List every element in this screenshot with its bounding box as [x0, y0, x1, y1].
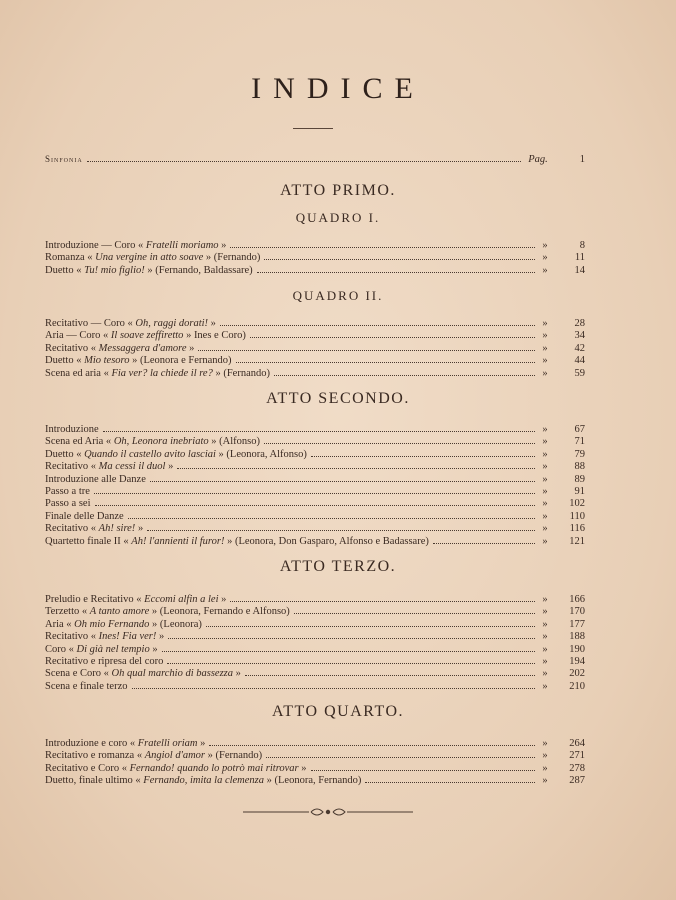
- entry-incipit: Fia ver? la chiede il re?: [111, 367, 213, 379]
- leader-dots: [167, 654, 535, 664]
- page-number: 11: [574, 252, 585, 264]
- leader-dots: [266, 748, 535, 758]
- entry-incipit: Di già nel tempio: [76, 643, 150, 655]
- leader-dots: [294, 604, 535, 614]
- ditto-mark: »: [542, 473, 548, 485]
- page-number: 91: [574, 486, 585, 497]
- entry-title-suffix: » (Leonora, Alfonso): [215, 448, 307, 460]
- page-ref-label: Pag.: [528, 154, 548, 165]
- ditto-mark: »: [542, 498, 548, 510]
- page-number: 190: [569, 643, 585, 655]
- entry-title-prefix: Romanza «: [45, 252, 96, 264]
- entry-incipit: Fernando, imita la clemenza: [143, 775, 265, 787]
- page-number: 188: [569, 631, 585, 643]
- page-number: 210: [569, 680, 585, 692]
- leader-dots: [230, 592, 535, 602]
- leader-dots: [150, 472, 535, 482]
- entry-title-prefix: Duetto «: [45, 264, 85, 276]
- entry-title-suffix: »: [218, 240, 227, 251]
- ditto-mark: »: [542, 656, 548, 667]
- ditto-mark: »: [542, 618, 548, 630]
- entry-incipit: Fratelli moriamo: [145, 240, 219, 251]
- entry-title-suffix: »: [218, 594, 227, 605]
- entry-title-prefix: Recitativo «: [45, 523, 99, 535]
- leader-dots: [147, 521, 535, 531]
- leader-dots: [274, 366, 535, 376]
- entry-title-prefix: Scena ed aria «: [45, 367, 112, 379]
- entry-title-suffix: »: [298, 762, 307, 774]
- entry-title-suffix: » (Fernando): [205, 750, 263, 762]
- entry-title-suffix: » (Leonora): [149, 618, 202, 630]
- entry-title-prefix: Scena e Coro «: [45, 668, 112, 680]
- ditto-mark: »: [542, 594, 548, 605]
- quadro-title: QUADRO I.: [295, 210, 381, 225]
- entry-incipit: Tu! mio figlio!: [84, 264, 145, 276]
- ditto-mark: »: [542, 510, 548, 522]
- leader-dots: [236, 353, 535, 363]
- ditto-mark: »: [542, 643, 548, 655]
- entry-title-prefix: Preludio e Recitativo «: [45, 594, 145, 605]
- quadro-title: QUADRO II.: [292, 288, 384, 303]
- ditto-mark: »: [542, 535, 548, 547]
- entry-incipit: Fernando! quando lo potrò mai ritrovar: [129, 762, 299, 774]
- leader-dots: [209, 736, 535, 746]
- entry-incipit: Mio tesoro: [84, 355, 130, 367]
- entry-title: [45, 535, 429, 549]
- entry-title-prefix: Introduzione — Coro «: [45, 240, 146, 251]
- entry-title-prefix: Duetto «: [45, 355, 85, 367]
- leader-dots: [206, 617, 535, 627]
- entry-title-suffix: »: [197, 738, 206, 749]
- page-number: 34: [574, 330, 585, 342]
- leader-dots: [132, 679, 536, 689]
- page-number: 8: [579, 240, 585, 251]
- ditto-mark: »: [542, 775, 548, 787]
- ditto-mark: »: [542, 355, 548, 367]
- entry-title-prefix: Terzetto «: [45, 606, 90, 618]
- entry-title-suffix: » Ines e Coro): [183, 330, 246, 342]
- ditto-mark: »: [542, 448, 548, 460]
- act-title: ATTO PRIMO.: [280, 182, 396, 199]
- page-number: 116: [569, 523, 585, 535]
- leader-dots: [245, 666, 535, 676]
- ditto-mark: »: [542, 318, 548, 329]
- entry-title-prefix: Scena ed Aria «: [45, 436, 114, 448]
- entry-title-prefix: Duetto, finale ultimo «: [45, 775, 144, 787]
- index-entry: [45, 263, 585, 277]
- ditto-mark: »: [542, 523, 548, 535]
- entry-title-prefix: Aria «: [45, 618, 75, 630]
- act-title: ATTO TERZO.: [279, 558, 397, 575]
- entry-title-suffix: » (Fernando): [212, 367, 270, 379]
- page-number: 166: [569, 594, 585, 605]
- page-number: 71: [574, 436, 585, 448]
- entry-incipit: Ma cessi il duol: [98, 461, 166, 473]
- entry-title-suffix: »: [165, 461, 174, 473]
- leader-dots: [168, 629, 535, 639]
- entry-incipit: Oh mio Fernando: [74, 618, 150, 630]
- ornament-rule: [243, 806, 413, 818]
- ditto-mark: »: [542, 252, 548, 264]
- leader-dots: [220, 316, 535, 326]
- entry-title: [45, 264, 253, 278]
- ditto-mark: »: [542, 367, 548, 379]
- page-number: 177: [569, 618, 585, 630]
- page-number: 110: [569, 510, 585, 522]
- ditto-mark: »: [542, 762, 548, 774]
- entry-incipit: Quando il castello avito lasciai: [84, 448, 216, 460]
- leader-dots: [365, 773, 535, 783]
- entry-incipit: Angiol d'amor: [144, 750, 206, 762]
- entry-title-prefix: Quartetto finale II «: [45, 535, 132, 547]
- page-number: 287: [569, 775, 585, 787]
- entry-title-prefix: Recitativo — Coro «: [45, 318, 136, 329]
- page-number: 14: [574, 264, 585, 276]
- entry-title-prefix: Recitativo e ripresa del coro: [45, 656, 164, 667]
- entry-incipit: Oh, Leonora inebriato: [113, 436, 209, 448]
- page-number: 271: [569, 750, 585, 762]
- entry-title-suffix: »: [135, 523, 144, 535]
- leader-dots: [264, 250, 535, 260]
- entry-incipit: A tanto amore: [89, 606, 150, 618]
- ditto-mark: »: [542, 606, 548, 618]
- leader-dots: [94, 484, 535, 494]
- leader-dots: [250, 328, 535, 338]
- entry-incipit: Ah! sire!: [98, 523, 136, 535]
- page-number: 1: [579, 154, 585, 165]
- page-number: 89: [574, 473, 585, 485]
- entry-incipit: Ah! l'annienti il furor!: [131, 535, 225, 547]
- entry-title-prefix: Finale delle Danze: [45, 510, 124, 522]
- entry-title-suffix: » (Leonora, Don Gasparo, Alfonso e Badassare): [224, 535, 429, 547]
- title-rule: [293, 128, 333, 129]
- entry-incipit: Oh, raggi dorati!: [135, 318, 209, 329]
- page-number: 170: [569, 606, 585, 618]
- entry-incipit: Ines! Fia ver!: [98, 631, 157, 643]
- page-number: 44: [574, 355, 585, 367]
- entry-incipit: Oh qual marchio di bassezza: [111, 668, 234, 680]
- ditto-mark: »: [542, 436, 548, 448]
- entry-incipit: Il soave zeffiretto: [110, 330, 184, 342]
- entry-incipit: Fratelli oriam: [137, 738, 198, 749]
- entry-title-prefix: Recitativo e Coro «: [45, 762, 130, 774]
- ditto-mark: »: [542, 240, 548, 251]
- entry-title-suffix: »: [156, 631, 165, 643]
- entry-title-prefix: Scena e finale terzo: [45, 680, 128, 692]
- entry-title-prefix: Duetto «: [45, 448, 85, 460]
- page-number: 202: [569, 668, 585, 680]
- ditto-mark: »: [542, 330, 548, 342]
- index-entry: [45, 679, 585, 693]
- page-number: 278: [569, 762, 585, 774]
- ditto-mark: »: [542, 680, 548, 692]
- entry-title: [45, 774, 361, 788]
- entry-title: [45, 680, 128, 694]
- entry-incipit: Eccomi alfin a lei: [144, 594, 219, 605]
- ditto-mark: »: [542, 461, 548, 473]
- leader-dots: [87, 152, 521, 162]
- ditto-mark: »: [542, 486, 548, 497]
- act-title: ATTO QUARTO.: [271, 703, 404, 720]
- ditto-mark: »: [542, 738, 548, 749]
- leader-dots: [264, 434, 535, 444]
- entry-title-suffix: » (Leonora, Fernando): [264, 775, 362, 787]
- entry-incipit: Messaggera d'amore: [98, 342, 187, 354]
- page-number: 121: [569, 535, 585, 547]
- entry-title-prefix: Introduzione alle Danze: [45, 473, 146, 485]
- entry-title-prefix: Passo a tre: [45, 486, 90, 497]
- page-number: 88: [574, 461, 585, 473]
- leader-dots: [230, 238, 535, 248]
- index-entry: [45, 366, 585, 380]
- page-number: 264: [569, 738, 585, 749]
- ditto-mark: »: [542, 264, 548, 276]
- entry-title: [45, 367, 270, 381]
- ditto-mark: »: [542, 750, 548, 762]
- entry-title-suffix: »: [186, 342, 195, 354]
- entry-title-suffix: » (Alfonso): [208, 436, 260, 448]
- ditto-mark: »: [542, 342, 548, 354]
- entry-title-suffix: »: [208, 318, 216, 329]
- leader-dots: [257, 263, 535, 273]
- leader-dots: [433, 534, 535, 544]
- leader-dots: [103, 422, 535, 432]
- entry-title-prefix: Recitativo «: [45, 342, 99, 354]
- entry-title-prefix: Aria — Coro «: [45, 330, 111, 342]
- leader-dots: [311, 447, 535, 457]
- leader-dots: [95, 496, 536, 506]
- entry-title-suffix: » (Leonora e Fernando): [129, 355, 232, 367]
- entry-title-prefix: Introduzione e coro «: [45, 738, 138, 749]
- entry-title-suffix: »: [149, 643, 158, 655]
- leader-dots: [177, 459, 535, 469]
- index-entry: [45, 534, 585, 548]
- page-number: 67: [574, 424, 585, 435]
- page-number: 194: [569, 656, 585, 667]
- page-number: 79: [574, 448, 585, 460]
- page-number: 59: [574, 367, 585, 379]
- entry-title-suffix: » (Fernando): [203, 252, 261, 264]
- entry-title-suffix: » (Fernando, Baldassare): [144, 264, 253, 276]
- leader-dots: [198, 341, 535, 351]
- entry-title-prefix: Recitativo «: [45, 461, 99, 473]
- entry-title-prefix: Recitativo e romanza «: [45, 750, 145, 762]
- entry-sinfonia: [45, 152, 585, 166]
- entry-title-prefix: Recitativo «: [45, 631, 99, 643]
- entry-title-prefix: Passo a sei: [45, 498, 91, 510]
- leader-dots: [162, 642, 535, 652]
- page-number: 28: [574, 318, 585, 329]
- ditto-mark: »: [542, 424, 548, 435]
- entry-title-suffix: »: [233, 668, 241, 680]
- page-number: 102: [569, 498, 585, 510]
- leader-dots: [311, 761, 535, 771]
- page-number: 42: [574, 342, 585, 354]
- ditto-mark: »: [542, 631, 548, 643]
- entry-incipit: Una vergine in atto soave: [95, 252, 204, 264]
- act-title: ATTO SECONDO.: [266, 390, 410, 407]
- index-entry: [45, 773, 585, 787]
- entry-label: Sinfonia: [45, 154, 83, 164]
- page-title: INDICE: [251, 72, 425, 105]
- entry-title-prefix: Coro «: [45, 643, 77, 655]
- ditto-mark: »: [542, 668, 548, 680]
- leader-dots: [128, 509, 535, 519]
- entry-title-prefix: Introduzione: [45, 424, 99, 435]
- entry-title-suffix: » (Leonora, Fernando e Alfonso): [149, 606, 290, 618]
